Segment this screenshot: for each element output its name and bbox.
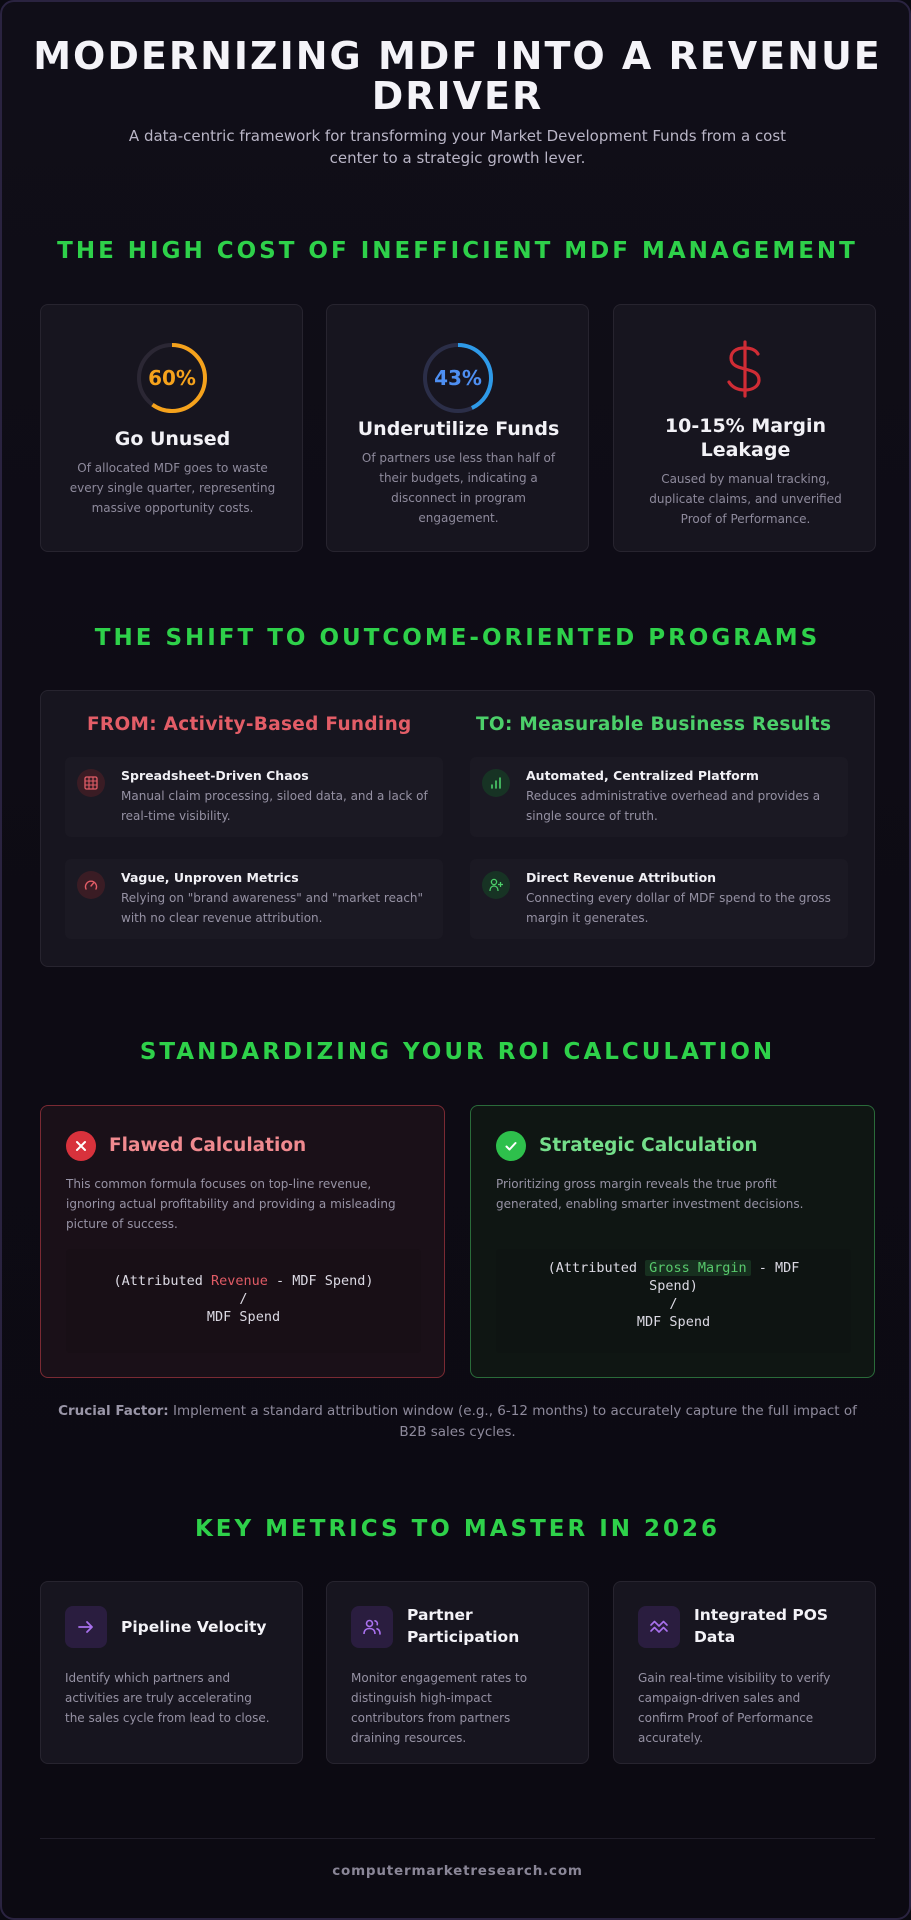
- desc-line: with no clear revenue attribution.: [121, 911, 323, 925]
- unused-desc: [63, 458, 282, 518]
- formula-text: (Attributed: [547, 1260, 646, 1276]
- bar-chart-icon: [482, 769, 510, 797]
- metric-title-line1: Pipeline Velocity: [121, 1618, 267, 1636]
- page-subtitle-line2: center to a strategic growth lever.: [329, 149, 586, 167]
- underutilize-title: Underutilize Funds: [357, 418, 560, 440]
- desc-line: campaign-driven sales and: [638, 1691, 801, 1705]
- footer-divider: [40, 1838, 875, 1839]
- pos-desc: [638, 1668, 863, 1748]
- check-icon: [496, 1131, 526, 1161]
- desc-line: ignoring actual profitability and providing a misleading: [66, 1197, 396, 1211]
- desc-line: Prioritizing gross margin reveals the true profit: [496, 1177, 777, 1191]
- flawed-calculation-card: [40, 1105, 445, 1378]
- participation-title: [407, 1604, 577, 1648]
- desc-line: Relying on "brand awareness" and "market reach": [121, 891, 424, 905]
- user-plus-icon: [482, 871, 510, 899]
- desc-line: their budgets, indicating a: [379, 471, 538, 485]
- from-heading: FROM: Activity-Based Funding: [87, 714, 412, 735]
- from-item-spreadsheet: [65, 757, 443, 837]
- desc-line: contributors from partners: [351, 1711, 511, 1725]
- desc-line: Of allocated MDF goes to waste: [77, 461, 268, 475]
- desc-line: Proof of Performance.: [680, 512, 811, 526]
- unused-value: 60%: [148, 366, 196, 390]
- formula-divider: /: [669, 1296, 678, 1312]
- page-subtitle-line1: A data-centric framework for transforming your Market Development Funds from a cost: [128, 127, 787, 145]
- roi-section-title: STANDARDIZING YOUR ROI CALCULATION: [139, 1039, 776, 1065]
- page-title-line2: DRIVER: [371, 74, 544, 118]
- metric-card-participation: [326, 1581, 589, 1764]
- metrics-section-title: KEY METRICS TO MASTER IN 2026: [194, 1516, 721, 1542]
- flawed-desc: [66, 1174, 426, 1234]
- to-item-desc: [526, 888, 838, 928]
- formula-denominator: MDF Spend: [636, 1314, 711, 1330]
- unused-title: Go Unused: [114, 428, 231, 450]
- leakage-title: [624, 414, 867, 462]
- participation-desc: [351, 1668, 576, 1748]
- desc-line: engagement.: [418, 511, 499, 525]
- flawed-title: Flawed Calculation: [109, 1135, 307, 1156]
- from-item-metrics: [65, 859, 443, 939]
- formula-text: (Attributed: [113, 1273, 211, 1289]
- strategic-formula: [496, 1249, 851, 1353]
- pipeline-desc: [65, 1668, 290, 1728]
- arrow-right-icon: [65, 1606, 107, 1648]
- crucial-line2: B2B sales cycles.: [399, 1424, 516, 1440]
- desc-line: activities are truly accelerating: [65, 1691, 252, 1705]
- desc-line: massive opportunity costs.: [91, 501, 254, 515]
- metric-card-pos: [613, 1581, 876, 1764]
- desc-line: distinguish high-impact: [351, 1691, 492, 1705]
- users-icon: [351, 1606, 393, 1648]
- close-icon: [66, 1131, 96, 1161]
- shift-section-title: THE SHIFT TO OUTCOME-ORIENTED PROGRAMS: [94, 625, 821, 651]
- formula-highlight: Gross Margin: [645, 1260, 751, 1276]
- strategic-title: Strategic Calculation: [539, 1135, 758, 1156]
- strategic-calculation-card: [470, 1105, 875, 1378]
- metric-title-line2: Participation: [407, 1628, 520, 1646]
- from-item-title: Spreadsheet-Driven Chaos: [121, 768, 309, 783]
- formula-text: - MDF Spend): [267, 1273, 374, 1289]
- desc-line: Caused by manual tracking,: [661, 472, 830, 486]
- desc-line: Of partners use less than half of: [361, 451, 556, 465]
- cost-section-title: THE HIGH COST OF INEFFICIENT MDF MANAGEMENT: [57, 238, 858, 264]
- from-item-desc: [121, 786, 433, 826]
- desc-line: Manual claim processing, siloed data, and a lack of: [121, 789, 428, 803]
- desc-line: the sales cycle from lead to close.: [65, 1711, 270, 1725]
- spreadsheet-icon: [77, 769, 105, 797]
- from-item-desc: [121, 888, 433, 928]
- underutilize-value: 43%: [434, 366, 482, 390]
- desc-line: every single quarter, representing: [69, 481, 276, 495]
- footer-site-link[interactable]: computermarketresearch.com: [332, 1863, 583, 1879]
- pipeline-title: [121, 1616, 291, 1638]
- formula-text: - MDF: [750, 1260, 800, 1276]
- formula-numerator: [496, 1259, 851, 1277]
- desc-line: Identify which partners and: [65, 1671, 231, 1685]
- desc-line: confirm Proof of Performance: [638, 1711, 814, 1725]
- dollar-icon: [722, 338, 768, 400]
- to-heading: TO: Measurable Business Results: [476, 714, 832, 735]
- stat-card-underutilize: [326, 304, 589, 552]
- desc-line: disconnect in program: [391, 491, 526, 505]
- crucial-line1: [47, 1401, 868, 1422]
- stat-card-leakage: [613, 304, 876, 552]
- desc-line: Gain real-time visibility to verify: [638, 1671, 831, 1685]
- crucial-factor-note: [47, 1401, 868, 1443]
- desc-line: real-time visibility.: [121, 809, 231, 823]
- desc-line: Reduces administrative overhead and provides a: [526, 789, 821, 803]
- page-title: [2, 36, 911, 116]
- desc-line: margin it generates.: [526, 911, 649, 925]
- leakage-title-line2: Leakage: [700, 439, 791, 461]
- crucial-label: Crucial Factor:: [58, 1403, 169, 1419]
- desc-line: generated, enabling smarter investment decisions.: [496, 1197, 804, 1211]
- to-item-title: Automated, Centralized Platform: [526, 768, 759, 783]
- leakage-title-line1: 10-15% Margin: [664, 415, 827, 437]
- desc-line: This common formula focuses on top-line revenue,: [66, 1177, 372, 1191]
- strategic-desc: [496, 1174, 856, 1214]
- formula-text: Spend): [649, 1278, 698, 1294]
- to-item-desc: [526, 786, 838, 826]
- metric-title-line1: Integrated POS: [694, 1606, 829, 1624]
- page-subtitle: [112, 125, 803, 169]
- stat-card-unused: [40, 304, 303, 552]
- gauge-icon: [77, 871, 105, 899]
- from-item-title: Vague, Unproven Metrics: [121, 870, 299, 885]
- metric-card-pipeline: [40, 1581, 303, 1764]
- desc-line: picture of success.: [66, 1217, 178, 1231]
- leakage-desc: [636, 469, 855, 529]
- underutilize-desc: [349, 448, 568, 528]
- formula-divider: /: [239, 1291, 248, 1307]
- shift-panel: [40, 690, 875, 967]
- crucial-text: Implement a standard attribution window (e.g., 6-12 months) to accurately capture the full impact of: [168, 1403, 857, 1419]
- desc-line: accurately.: [638, 1731, 704, 1745]
- metric-title-line1: Partner: [407, 1606, 473, 1624]
- desc-line: duplicate claims, and unverified: [649, 492, 842, 506]
- to-item-title: Direct Revenue Attribution: [526, 870, 717, 885]
- wave-icon: [638, 1606, 680, 1648]
- desc-line: draining resources.: [351, 1731, 467, 1745]
- to-item-attribution: [470, 859, 848, 939]
- formula-denominator: MDF Spend: [206, 1309, 281, 1325]
- formula-highlight: Revenue: [210, 1273, 268, 1289]
- formula-numerator: [66, 1272, 421, 1290]
- desc-line: Connecting every dollar of MDF spend to the gross: [526, 891, 831, 905]
- flawed-formula: [66, 1249, 421, 1353]
- desc-line: Monitor engagement rates to: [351, 1671, 528, 1685]
- pos-title: [694, 1604, 864, 1648]
- page-title-line1: MODERNIZING MDF INTO A REVENUE: [33, 34, 882, 78]
- to-item-platform: [470, 757, 848, 837]
- desc-line: single source of truth.: [526, 809, 658, 823]
- metric-title-line2: Data: [694, 1628, 736, 1646]
